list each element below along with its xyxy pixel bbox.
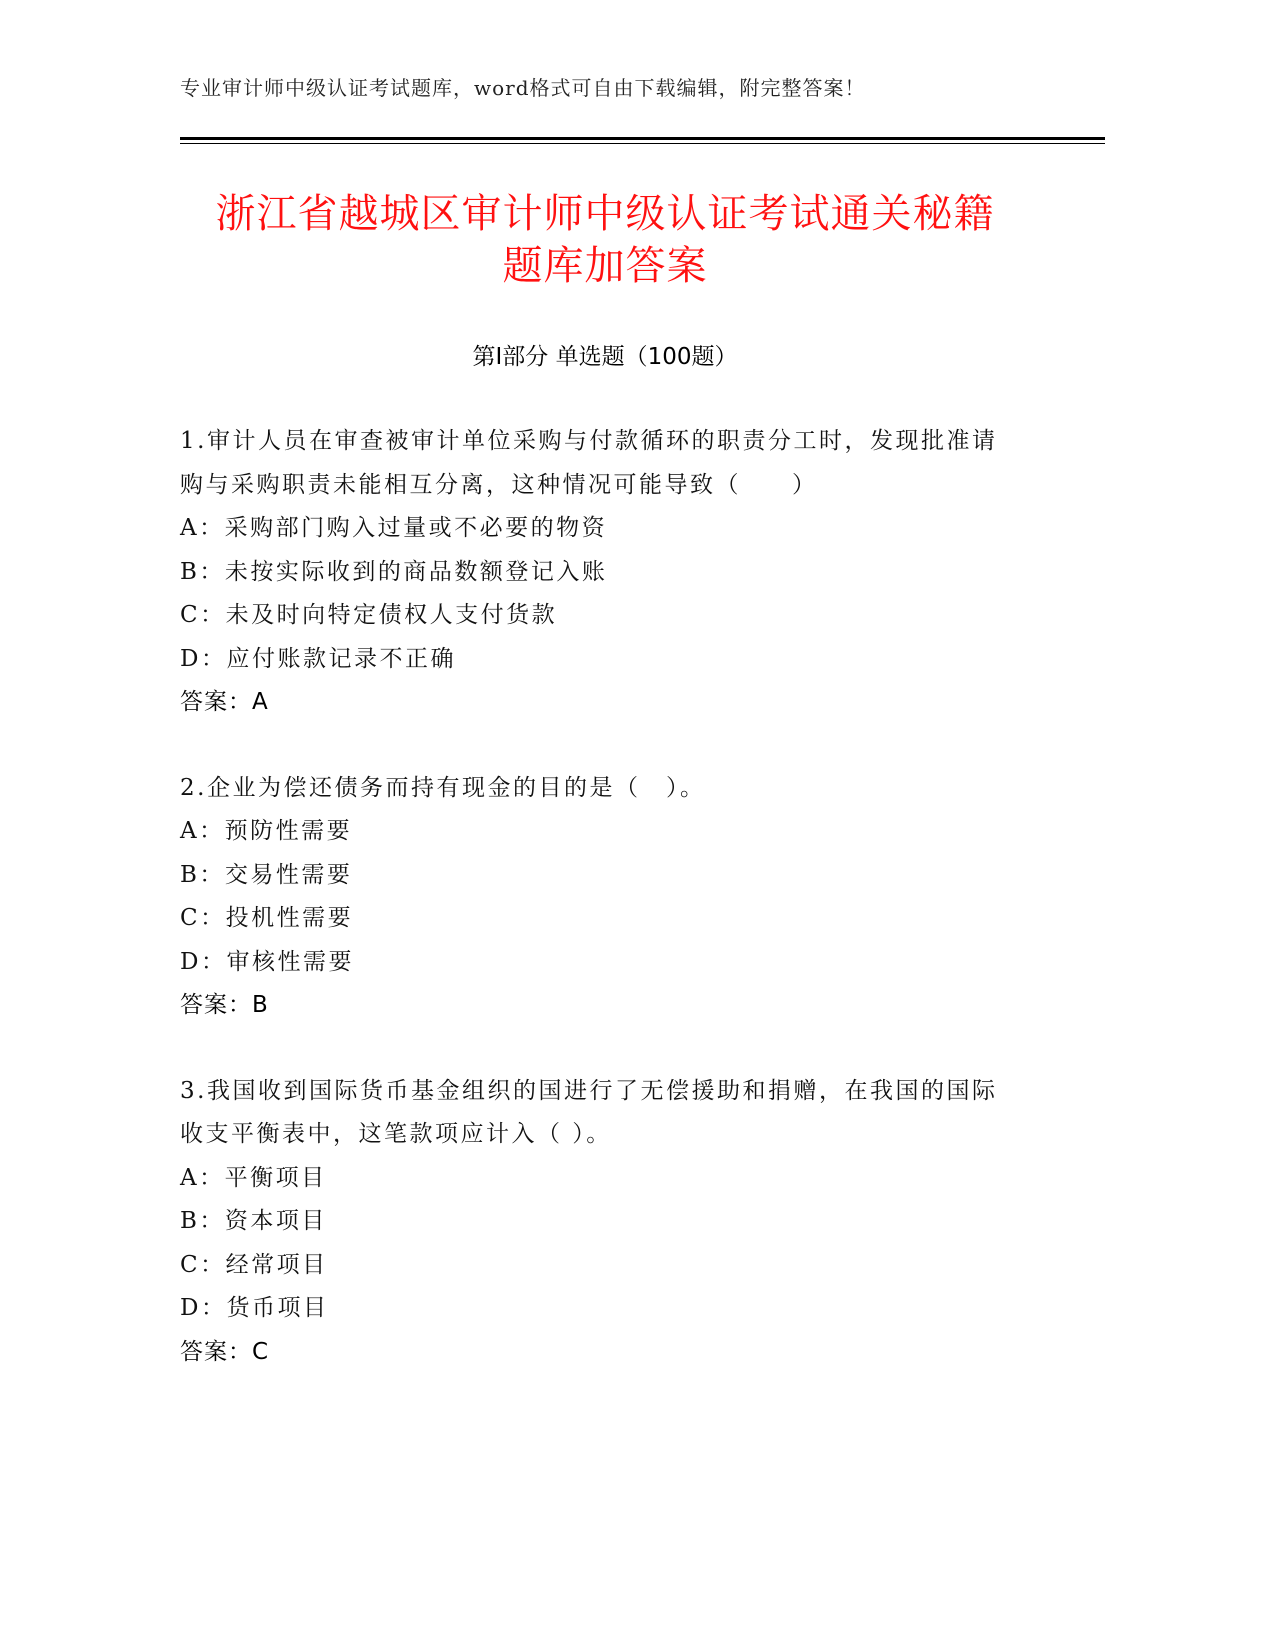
document-title [160,188,1050,292]
question-spacer [180,725,1020,767]
option-b: B：未按实际收到的商品数额登记入账 [180,558,608,585]
option-c: C：投机性需要 [180,905,354,931]
question-2 [180,767,1020,1028]
question-stem: 2.企业为偿还债务而持有现金的目的是（ ）。 [180,774,706,801]
question-3 [180,1070,1020,1375]
document-title-line-1: 浙江省越城区审计师中级认证考试通关秘籍 [215,191,995,237]
option-d: D：审核性需要 [180,948,354,975]
option-c: C：未及时向特定债权人支付货款 [180,602,558,628]
page-header: 专业审计师中级认证考试题库，word格式可自由下载编辑，附完整答案！ [180,76,866,100]
answer-line: 答案：A [180,689,269,715]
option-a: A：采购部门购入过量或不必要的物资 [180,515,608,541]
answer-line: 答案：C [180,1338,270,1365]
question-spacer [180,1028,1020,1070]
question-stem: 1.审计人员在审查被审计单位采购与付款循环的职责分工时，发现批准请购与采购职责未能相互分离，这种情况可能导致（ ） [180,428,998,498]
option-b: B：资本项目 [180,1208,327,1234]
header-rule-thin [180,143,1105,144]
section-heading: 第Ⅰ部分 单选题（100题） [472,344,738,370]
option-c: C：经常项目 [180,1251,328,1278]
question-list [180,420,1020,1374]
option-d: D：应付账款记录不正确 [180,645,456,672]
option-a: A：预防性需要 [180,818,353,844]
option-d: D：货币项目 [180,1295,329,1321]
question-1 [180,420,1020,725]
option-a: A：平衡项目 [180,1164,327,1191]
answer-line: 答案：B [180,992,269,1018]
question-stem: 3.我国收到国际货币基金组织的国进行了无偿援助和捐赠，在我国的国际收支平衡表中，这笔款项应计入（ ）。 [180,1077,998,1147]
header-rule-thick [180,137,1105,140]
document-title-line-2: 题库加答案 [502,243,708,289]
option-b: B：交易性需要 [180,861,353,888]
